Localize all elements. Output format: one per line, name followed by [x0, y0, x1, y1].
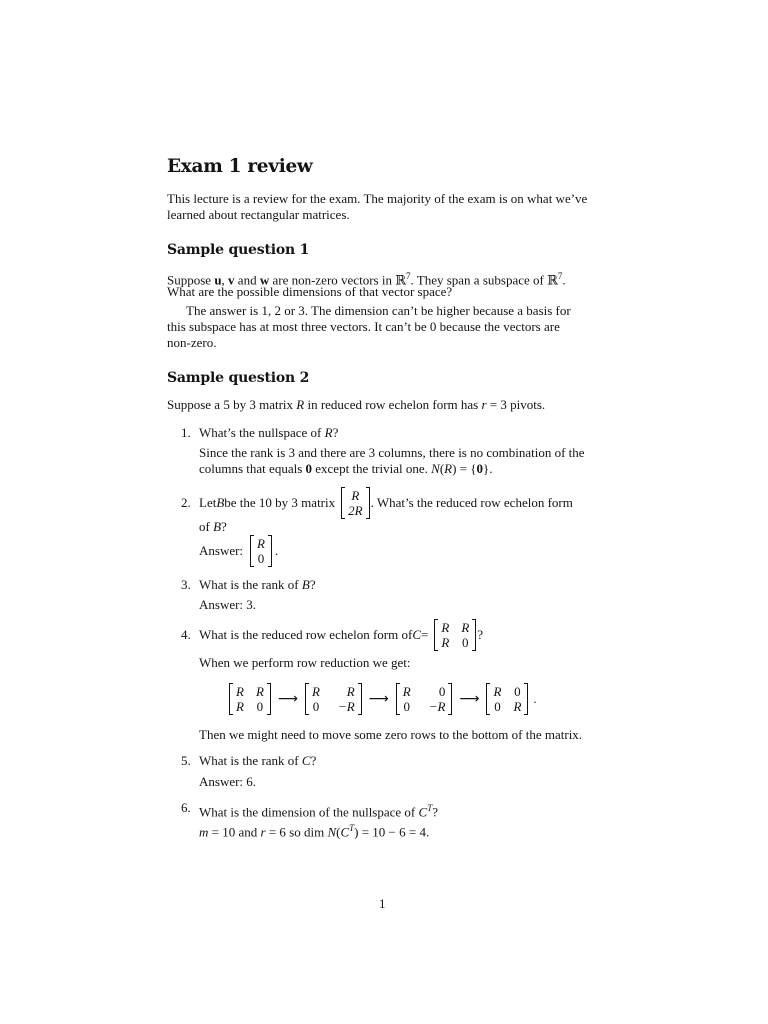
text: ,: [221, 272, 229, 288]
intro-line-2: learned about rectangular matrices.: [167, 207, 350, 222]
text: in reduced row echelon form has: [304, 397, 482, 412]
text: Suppose a 5 by 3 matrix: [167, 397, 297, 412]
text: ?: [332, 425, 339, 440]
q1-answer-1: The answer is 1, 2 or 3. The dimension can’t be higher because a basis for: [186, 303, 571, 318]
superscript: T: [427, 803, 433, 813]
item-6-question: [199, 800, 438, 820]
text: .: [275, 543, 279, 558]
superscript: 7: [557, 271, 563, 281]
math-var: R: [324, 425, 333, 440]
left-bracket: [433, 619, 438, 651]
page-title: Exam 1 review: [167, 156, 313, 177]
matrix-cell: R: [441, 635, 450, 650]
matrix-r-2r: [340, 487, 370, 519]
matrix-step-4: [485, 683, 529, 715]
item-1-answer-1: Since the rank is 3 and there are 3 columns, there is no combination of the: [199, 445, 585, 460]
text: ?: [477, 627, 484, 642]
math-var: C: [412, 627, 422, 642]
math-var: m: [199, 824, 209, 840]
text: ?: [432, 804, 438, 820]
matrix-step-3: [395, 683, 454, 715]
superscript: T: [349, 823, 355, 833]
text: ?: [221, 519, 227, 534]
item-2-question-cont: [199, 519, 227, 535]
item-4-then: Then we might need to move some zero rows to the bottom of the matrix.: [199, 727, 583, 742]
left-bracket: [340, 487, 345, 519]
matrix-cell: 0: [312, 699, 320, 714]
matrix-cell: R: [346, 684, 355, 699]
matrix-cell: 0: [403, 699, 410, 714]
left-bracket: [395, 683, 400, 715]
text: = 3 pivots.: [486, 397, 546, 412]
matrix-cell: R: [257, 536, 265, 551]
item-number: 5.: [181, 753, 191, 768]
text: Suppose: [167, 272, 215, 288]
vector-v: v: [228, 272, 235, 288]
text: = 6 so dim: [265, 824, 328, 840]
math-var: C: [301, 753, 311, 768]
matrix-cell: 0: [257, 551, 265, 566]
text: =: [421, 627, 429, 642]
section-heading-q2: Sample question 2: [167, 370, 310, 386]
q2-intro: [167, 397, 545, 413]
math-var: R: [296, 397, 305, 412]
text: .: [533, 691, 537, 706]
text: . What’s the reduced row echelon form: [370, 495, 573, 510]
matrix-cell: R: [351, 488, 360, 503]
q1-answer-2: this subspace has at most three vectors. It can’t be 0 because the vectors are: [167, 319, 560, 334]
text: (: [336, 824, 341, 840]
text: What is the dimension of the nullspace of: [199, 804, 419, 820]
item-3-question: [199, 577, 316, 593]
item-number: 2.: [181, 495, 191, 510]
right-bracket: [472, 619, 477, 651]
vector-w: w: [259, 272, 270, 288]
matrix-cell: 0: [494, 699, 501, 714]
matrix-cell: 0: [514, 684, 521, 699]
text: and: [234, 272, 260, 288]
matrix-cell: 0: [438, 684, 446, 699]
text: except the trivial one.: [312, 461, 432, 476]
text: What is the rank of: [199, 753, 302, 768]
matrix-cell: −R: [337, 699, 355, 714]
item-4-question: [199, 619, 483, 651]
text: . They span a subspace of ℝ: [410, 272, 558, 288]
matrix-cell: −R: [428, 699, 446, 714]
arrow-icon: ⟶: [277, 691, 298, 707]
matrix-cell: 2R: [348, 503, 363, 518]
matrix-cell: R: [236, 684, 244, 699]
item-number: 6.: [181, 800, 191, 815]
item-1-answer-2: [199, 461, 493, 477]
math-var: C: [340, 824, 350, 840]
left-bracket: [485, 683, 490, 715]
math-var: R: [444, 461, 453, 476]
matrix-cell: R: [402, 684, 411, 699]
math-var: B: [216, 495, 225, 510]
section-heading-q1: Sample question 1: [167, 242, 310, 258]
q1-answer-3: non-zero.: [167, 335, 217, 350]
arrow-icon: ⟶: [368, 691, 389, 707]
right-bracket: [448, 683, 453, 715]
page-number: 1: [379, 896, 386, 911]
matrix-cell: R: [493, 684, 502, 699]
right-bracket: [524, 683, 529, 715]
superscript: 7: [406, 271, 411, 281]
arrow-icon: ⟶: [459, 691, 480, 707]
matrix-cell: R: [441, 620, 450, 635]
right-bracket: [366, 487, 371, 519]
text: columns that equals: [199, 461, 306, 476]
intro-line-1: This lecture is a review for the exam. The majority of the exam is on what we’ve: [167, 191, 588, 206]
math-var: N: [431, 461, 440, 476]
text: = 10 and: [208, 824, 261, 840]
zero-vector: 0: [305, 461, 313, 476]
vector-u: u: [214, 272, 222, 288]
text: Let: [199, 495, 217, 510]
text: (: [439, 461, 445, 476]
q1-line-2: What are the possible dimensions of that vector space?: [167, 284, 453, 299]
math-var: N: [327, 824, 337, 840]
left-bracket: [228, 683, 233, 715]
item-5-answer: Answer: 6.: [199, 774, 257, 789]
math-var: C: [418, 804, 428, 820]
math-var: r: [481, 397, 487, 412]
math-var: B: [213, 519, 222, 534]
right-bracket: [267, 683, 272, 715]
matrix-c: [433, 619, 477, 651]
matrix-r-0: [249, 535, 273, 567]
left-bracket: [249, 535, 254, 567]
text: }.: [483, 461, 493, 476]
text: of: [199, 519, 214, 534]
text: ?: [310, 753, 317, 768]
row-reduction-chain: [228, 682, 537, 716]
right-bracket: [358, 683, 363, 715]
text: ) = 10 − 6 = 4.: [354, 824, 430, 840]
item-4-when: When we perform row reduction we get:: [199, 655, 411, 670]
matrix-cell: 0: [256, 699, 264, 714]
item-5-question: [199, 753, 316, 769]
item-number: 3.: [181, 577, 191, 592]
matrix-cell: R: [255, 684, 264, 699]
text: be the 10 by 3 matrix: [224, 495, 336, 510]
right-bracket: [268, 535, 273, 567]
text: What is the reduced row echelon form of: [199, 627, 413, 642]
zero-vector: 0: [476, 461, 484, 476]
text: are non-zero vectors in ℝ: [269, 272, 406, 288]
matrix-step-2: [304, 683, 363, 715]
text: ?: [309, 577, 316, 592]
item-2-answer: [199, 535, 278, 567]
item-1-question: [199, 425, 338, 441]
matrix-cell: R: [236, 699, 244, 714]
math-var: B: [301, 577, 310, 592]
item-number: 4.: [181, 627, 191, 642]
text: What is the rank of: [199, 577, 302, 592]
item-2-question: [199, 487, 573, 519]
text: Answer:: [199, 543, 244, 558]
item-number: 1.: [181, 425, 191, 440]
text: ) = {: [452, 461, 477, 476]
matrix-cell: R: [311, 684, 320, 699]
text: What’s the nullspace of: [199, 425, 325, 440]
matrix-cell: 0: [462, 635, 469, 650]
math-var: r: [260, 824, 266, 840]
left-bracket: [304, 683, 309, 715]
text: .: [562, 272, 566, 288]
matrix-cell: R: [461, 620, 470, 635]
item-6-answer: [199, 820, 429, 840]
item-3-answer: Answer: 3.: [199, 597, 257, 612]
matrix-cell: R: [513, 699, 522, 714]
matrix-step-1: [228, 683, 272, 715]
